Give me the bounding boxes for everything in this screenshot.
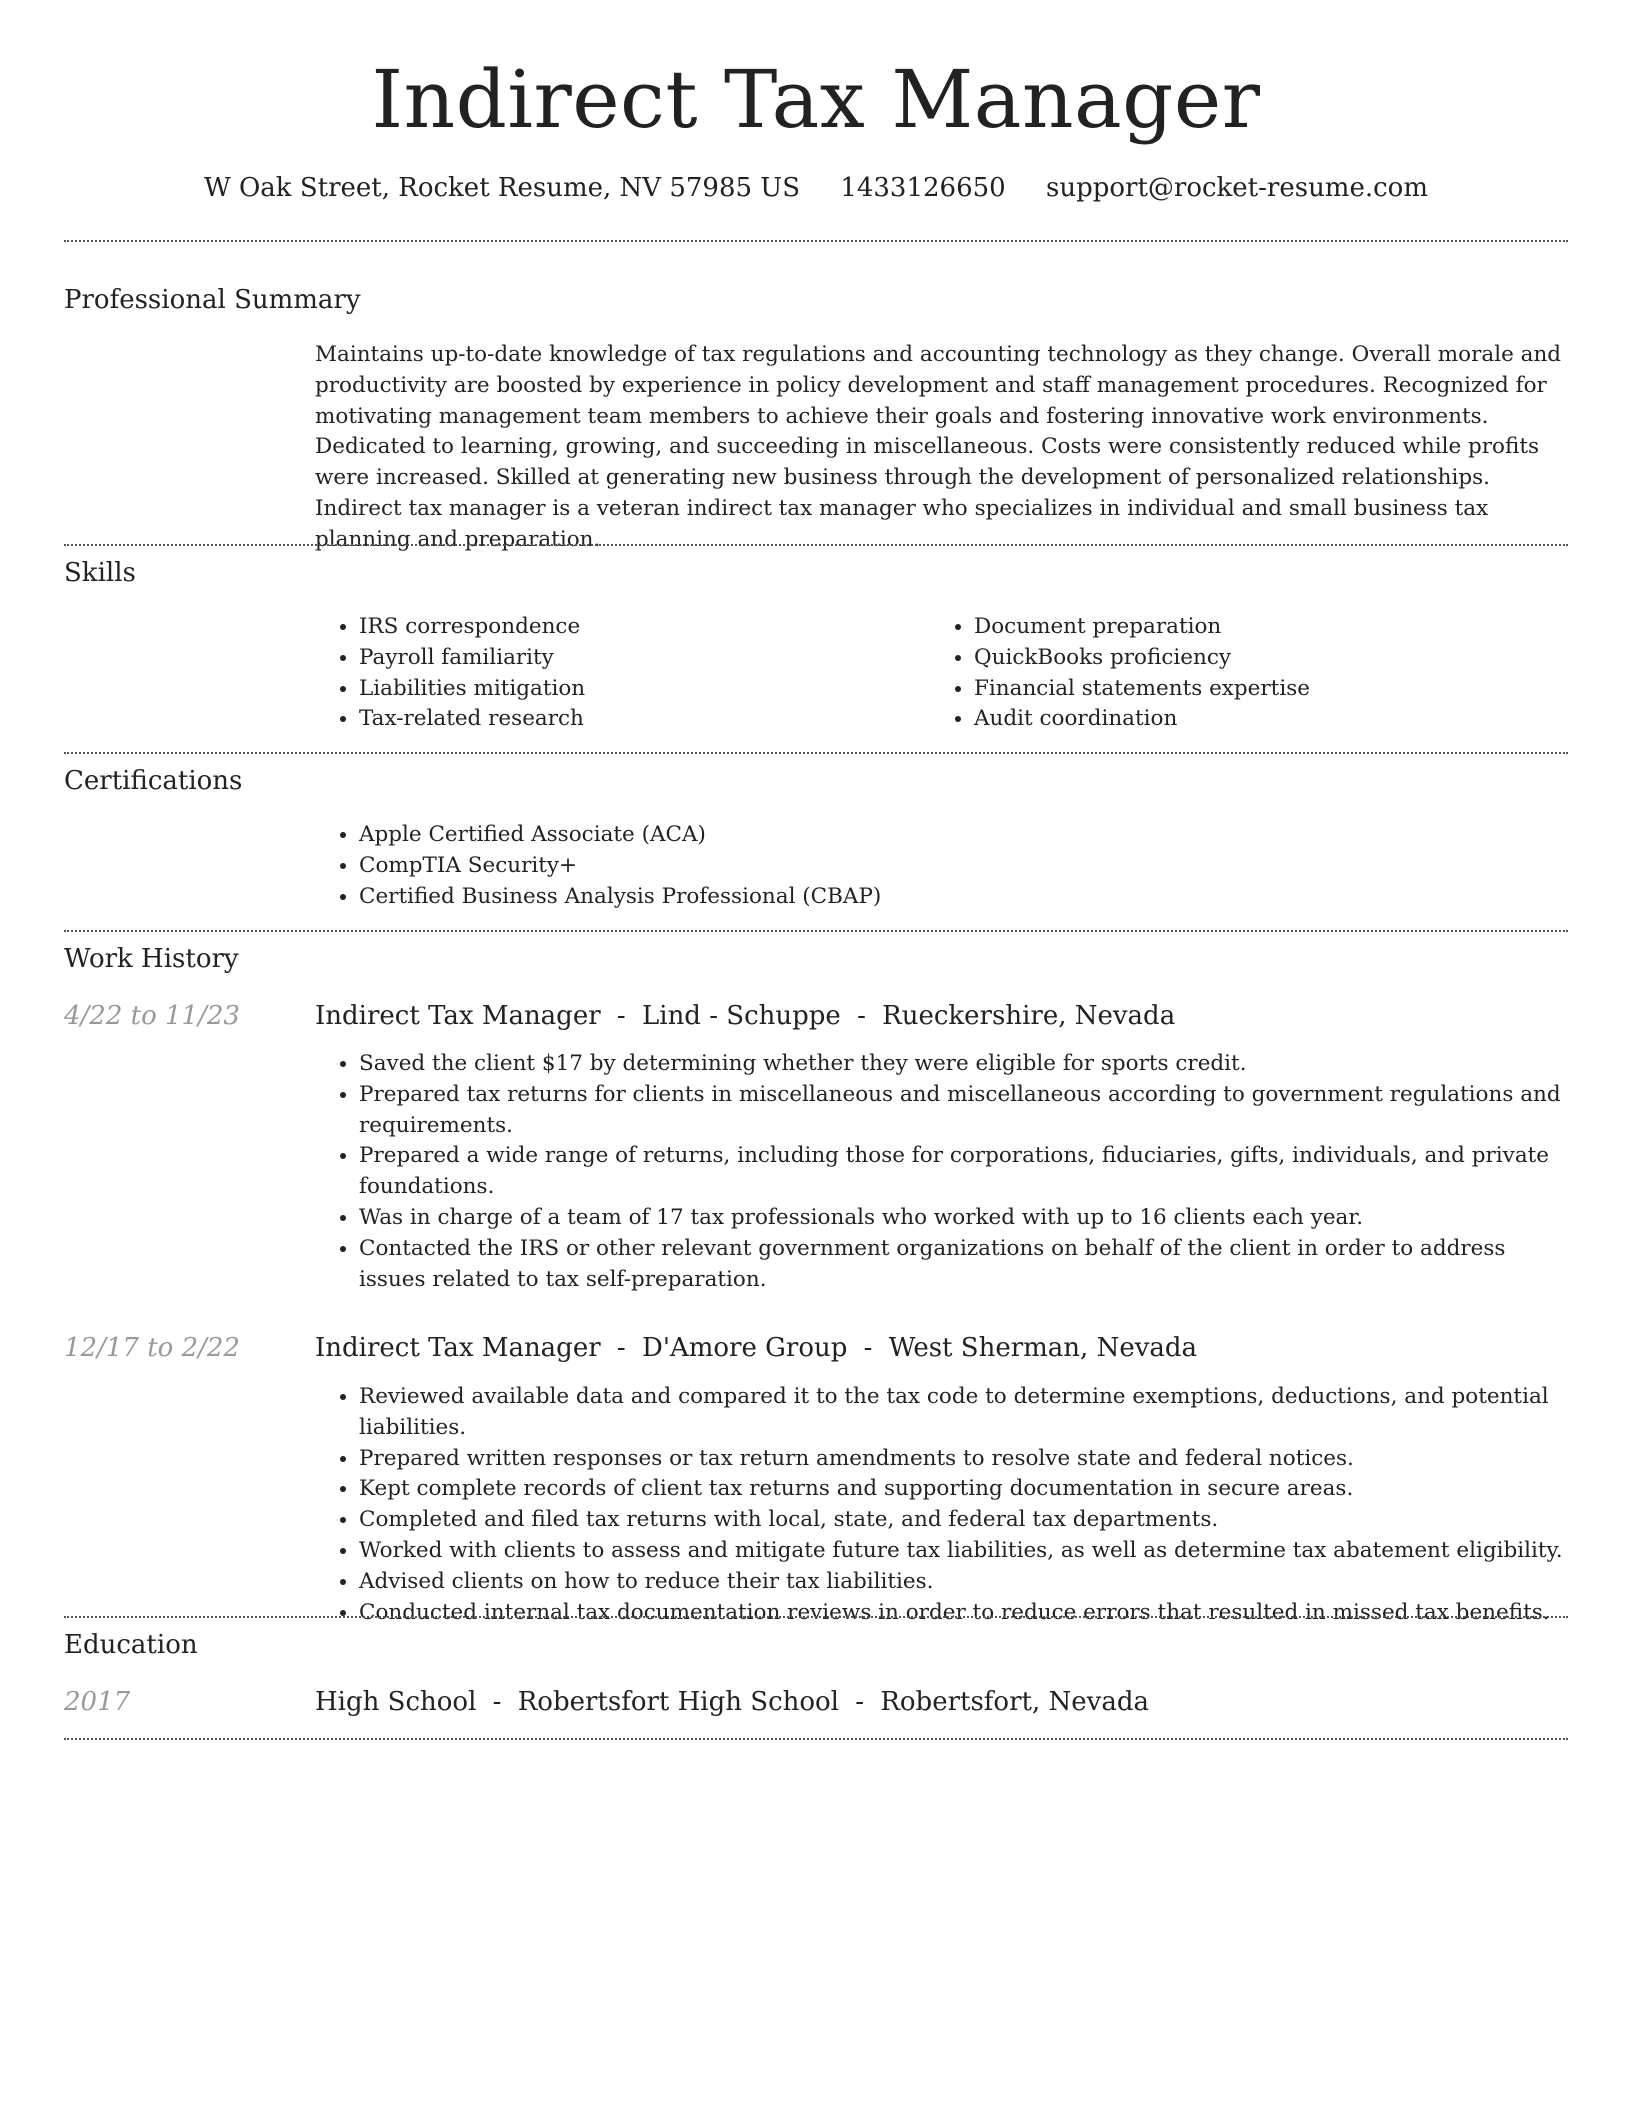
heading-separator: -: [857, 1001, 866, 1031]
summary-heading: Professional Summary: [64, 285, 361, 315]
heading-separator: -: [855, 1687, 865, 1717]
education-year: 2017: [64, 1687, 131, 1717]
education-location: Robertsfort, Nevada: [880, 1687, 1149, 1717]
job-bullet: • Worked with clients to assess and mitigate future tax liabilities, as well as determine tax abatement eligibility.: [359, 1536, 1565, 1567]
job-bullet: • Contacted the IRS or other relevant government organizations on behalf of the client in order to address issues related to tax self-preparation.: [359, 1234, 1565, 1296]
section-divider: [64, 930, 1568, 932]
education-heading-line: [315, 1682, 1565, 1722]
skill-item: • Audit coordination: [974, 704, 1490, 735]
job-location: Rueckershire, Nevada: [882, 1001, 1176, 1031]
certifications-list: [315, 820, 1565, 912]
skill-item: • QuickBooks proficiency: [974, 643, 1490, 674]
heading-separator: -: [863, 1333, 873, 1363]
job-title: Indirect Tax Manager: [315, 1001, 601, 1031]
skill-item: • Financial statements expertise: [974, 674, 1490, 705]
summary-text: Maintains up-to-date knowledge of tax regulations and accounting technology as they change. Overall morale and productivity are boosted by experience in policy development and staff management procedures. Recognized for motivating management team members to achieve their goals and fostering innovative work environments. Dedicated to learning, growing, and succeeding in miscellaneous. Costs were consistently reduced while profits were increased. Skilled at generating new business through the development of personalized relationships. Indirect tax manager is a veteran indirect tax manager who specializes in individual and small business tax planning and preparation.: [315, 342, 1562, 552]
heading-separator: -: [616, 1333, 626, 1363]
job-heading: [315, 996, 1565, 1036]
resume-name: Indirect Tax Manager: [371, 53, 1261, 146]
skill-item: • Document preparation: [974, 612, 1490, 643]
education-school: Robertsfort High School: [517, 1687, 839, 1717]
certifications-heading: Certifications: [64, 766, 243, 796]
section-divider: [64, 544, 1568, 546]
heading-separator: -: [616, 1001, 626, 1031]
job-bullet: • Reviewed available data and compared it to the tax code to determine exemptions, deductions, and potential liabilities.: [359, 1382, 1565, 1444]
work-history-heading: Work History: [64, 944, 239, 974]
contact-phone: 1433126650: [840, 173, 1006, 203]
skill-item: • Payroll familiarity: [359, 643, 875, 674]
section-divider: [64, 752, 1568, 754]
job-bullet: • Prepared tax returns for clients in miscellaneous and miscellaneous according to government regulations and requirements.: [359, 1080, 1565, 1142]
job-company: Lind - Schuppe: [641, 1001, 841, 1031]
certification-item: • CompTIA Security+: [359, 851, 1565, 882]
contact-line: [0, 168, 1632, 208]
skills-heading: Skills: [64, 558, 136, 588]
skills-left-column: [315, 612, 875, 735]
contact-email: support@rocket-resume.com: [1045, 173, 1428, 203]
job-bullet: • Advised clients on how to reduce their tax liabilities.: [359, 1567, 1565, 1598]
skill-item: • IRS correspondence: [359, 612, 875, 643]
section-divider: [64, 240, 1568, 242]
education-heading: Education: [64, 1630, 198, 1660]
job-bullet: • Was in charge of a team of 17 tax professionals who worked with up to 16 clients each year.: [359, 1203, 1565, 1234]
job-bullet: • Prepared written responses or tax return amendments to resolve state and federal notices.: [359, 1444, 1565, 1475]
skill-item: • Liabilities mitigation: [359, 674, 875, 705]
skill-item: • Tax-related research: [359, 704, 875, 735]
contact-address: W Oak Street, Rocket Resume, NV 57985 US: [204, 173, 801, 203]
section-divider: [64, 1616, 1568, 1618]
job-title: Indirect Tax Manager: [315, 1333, 601, 1363]
job-bullet: • Prepared a wide range of returns, including those for corporations, fiduciaries, gifts, individuals, and private foundations.: [359, 1141, 1565, 1203]
job-heading: [315, 1328, 1565, 1368]
job-bullet: • Kept complete records of client tax returns and supporting documentation in secure areas.: [359, 1474, 1565, 1505]
job-dates: 12/17 to 2/22: [64, 1333, 240, 1363]
job-bullets: [315, 1049, 1565, 1295]
job-dates: 4/22 to 11/23: [64, 1001, 240, 1031]
job-bullets: [315, 1382, 1565, 1628]
job-bullet: • Completed and filed tax returns with local, state, and federal tax departments.: [359, 1505, 1565, 1536]
job-bullet: • Saved the client $17 by determining whether they were eligible for sports credit.: [359, 1049, 1565, 1080]
education-degree: High School: [315, 1687, 477, 1717]
skills-right-column: [930, 612, 1490, 735]
section-divider: [64, 1738, 1568, 1740]
certification-item: • Certified Business Analysis Professional (CBAP): [359, 882, 1565, 913]
job-location: West Sherman, Nevada: [888, 1333, 1198, 1363]
job-bullet: • Conducted internal tax documentation reviews in order to reduce errors that resulted in missed tax benefits.: [359, 1598, 1565, 1629]
job-company: D'Amore Group: [641, 1333, 848, 1363]
heading-separator: -: [492, 1687, 502, 1717]
certification-item: • Apple Certified Associate (ACA): [359, 820, 1565, 851]
